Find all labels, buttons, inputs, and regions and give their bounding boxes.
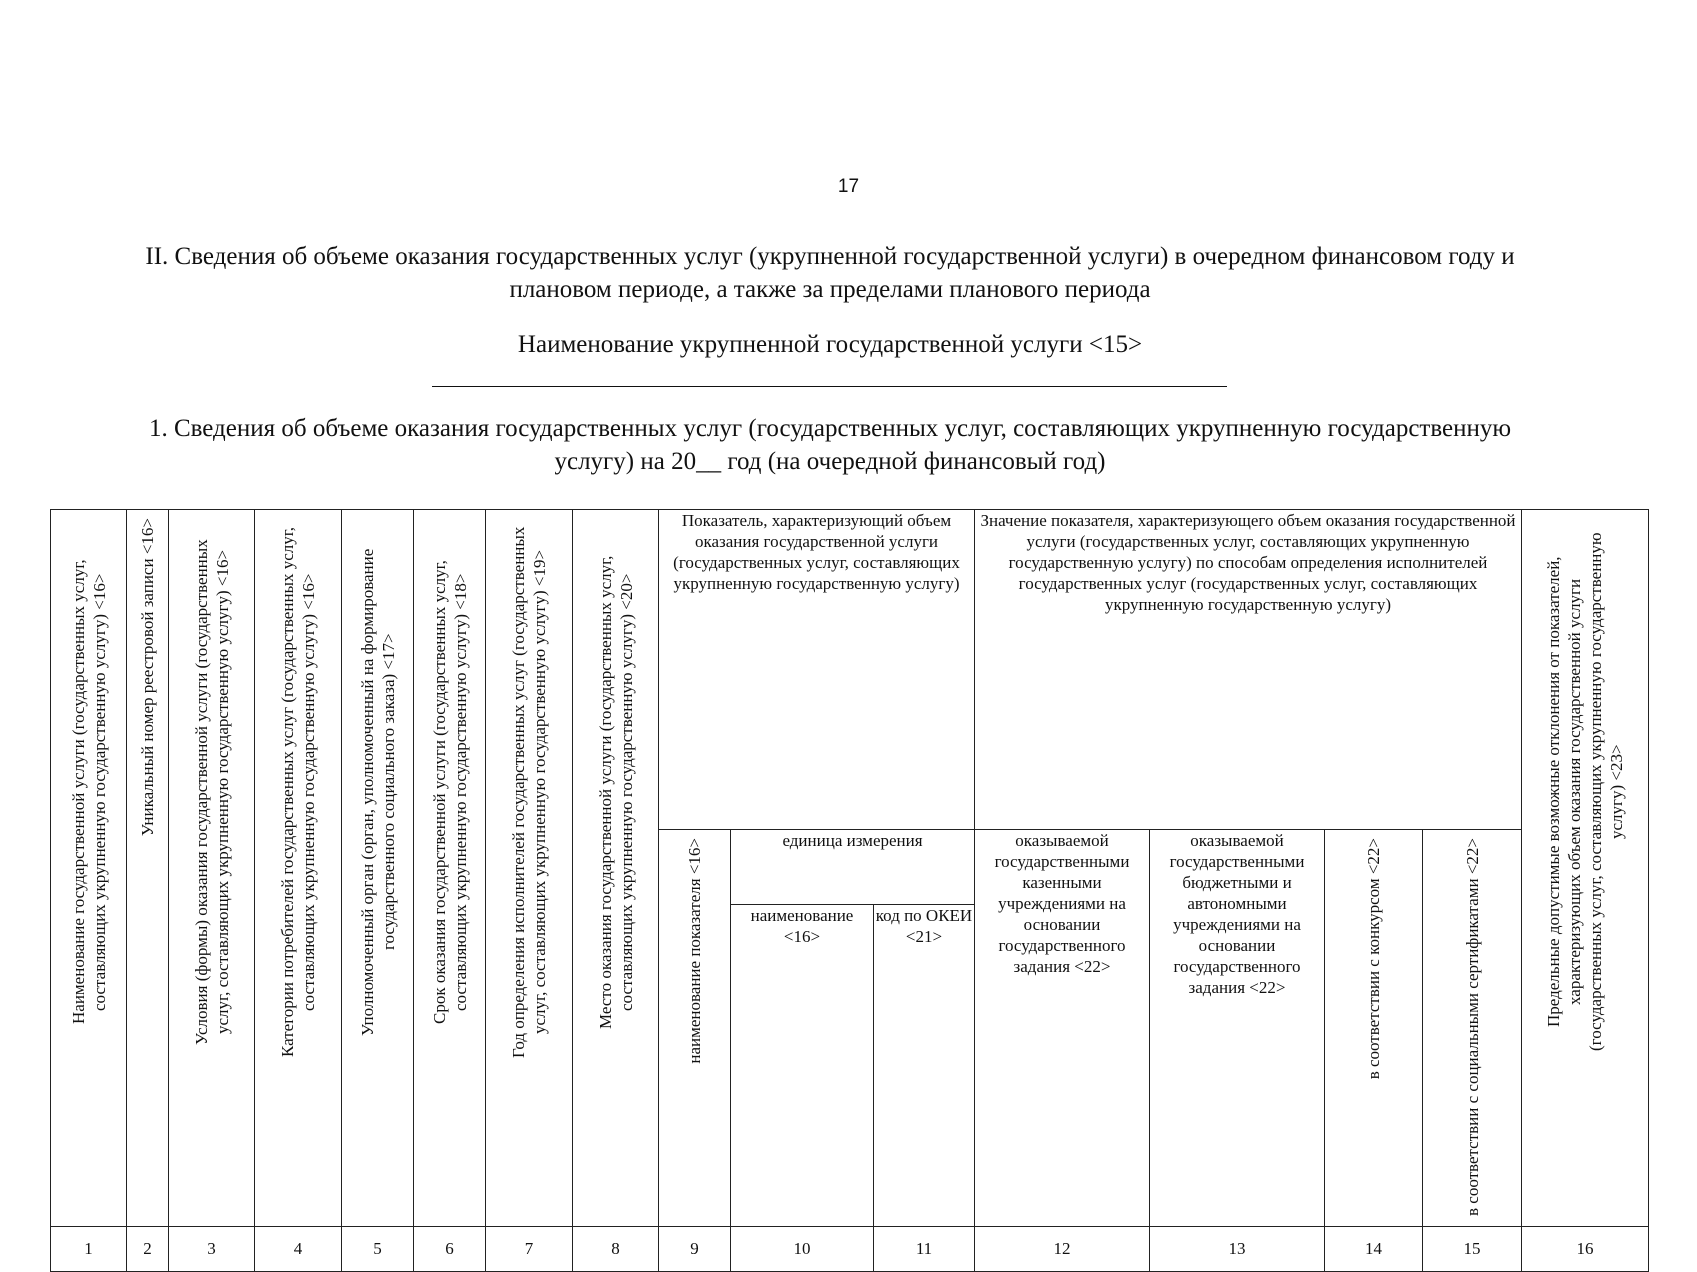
header-unit-group: единица измерения [731,830,975,905]
header-value-budget: оказываемой государственными бюджетными и автономными учреждениями на основании государственного задания <22> [1150,830,1325,1227]
header-registry-number: Уникальный номер реестровой записи <16> [127,510,169,1227]
header-conditions: Условия (формы) оказания государственной услуги (государственных услуг, составляющих укрупненную государственную услугу) <16> [169,510,255,1227]
service-name-label: Наименование укрупненной государственной услуги <15> [517,331,1143,358]
page-number: 17 [837,176,860,197]
header-value-contest: в соответствии с конкурсом <22> [1325,830,1423,1227]
subsection-title: 1. Сведения об объеме оказания государственных услуг (государственных услуг, составляющих укрупненную государственную услугу) на 20__ год (на очередной финансовый год) [148,415,1512,475]
header-service-place: Место оказания государственной услуги (государственных услуг, составляющих укрупненную государственную услугу) <20> [573,510,659,1227]
header-value-certificates: в соответствии с социальными сертификатами <22> [1423,830,1522,1227]
column-number: 10 [731,1226,874,1271]
column-numbers-row [51,1226,1649,1271]
column-number: 15 [1423,1226,1522,1271]
header-authorized-body: Уполномоченный орган (орган, уполномоченный на формирование государственного социального заказа) <17> [342,510,414,1227]
header-consumer-categories: Категории потребителей государственных услуг (государственных услуг, составляющих укрупненную государственную услугу) <16> [255,510,342,1227]
header-allowed-deviations: Предельные допустимые возможные отклонения от показателей, характеризующих объем оказания государственной услуги (государственных услуг, составляющих укрупненную государственную услугу) <23> [1522,510,1649,1227]
column-number: 9 [659,1226,731,1271]
column-number: 13 [1150,1226,1325,1271]
column-number: 2 [127,1226,169,1271]
column-number: 1 [51,1226,127,1271]
column-number: 11 [874,1226,975,1271]
column-number: 6 [414,1226,486,1271]
header-value-treasury: оказываемой государственными казенными учреждениями на основании государственного задания <22> [975,830,1150,1227]
column-number: 4 [255,1226,342,1271]
header-service-name: Наименование государственной услуги (государственных услуг, составляющих укрупненную государственную услугу) <16> [51,510,127,1227]
header-executor-year: Год определения исполнителей государственных услуг (государственных услуг, составляющих укрупненную государственную услугу) <19> [486,510,573,1227]
column-number: 14 [1325,1226,1423,1271]
column-number: 8 [573,1226,659,1271]
column-number: 12 [975,1226,1150,1271]
service-name-fill-line [432,386,1227,387]
header-indicator-name: наименование показателя <16> [659,830,731,1227]
service-volume-table [50,509,1649,1272]
column-number: 3 [169,1226,255,1271]
header-service-term: Срок оказания государственной услуги (государственных услуг, составляющих укрупненную государственную услугу) <18> [414,510,486,1227]
section-title: II. Сведения об объеме оказания государственных услуг (укрупненной государственной услуги) в очередном финансовом году и плановом периоде, а также за пределами планового периода [145,243,1515,303]
column-number: 16 [1522,1226,1649,1271]
header-okei-code: код по ОКЕИ <21> [874,904,975,1226]
column-number: 7 [486,1226,573,1271]
header-indicator-group: Показатель, характеризующий объем оказания государственной услуги (государственных услуг, составляющих укрупненную государственную услугу) [659,510,975,830]
header-unit-name: наименование <16> [731,904,874,1226]
column-number: 5 [342,1226,414,1271]
header-value-group: Значение показателя, характеризующего объем оказания государственной услуги (государственных услуг, составляющих укрупненную государственную услугу) по способам определения исполнителей государственных услуг (государственных услуг, составляющих укрупненную государственную услугу) [975,510,1522,830]
